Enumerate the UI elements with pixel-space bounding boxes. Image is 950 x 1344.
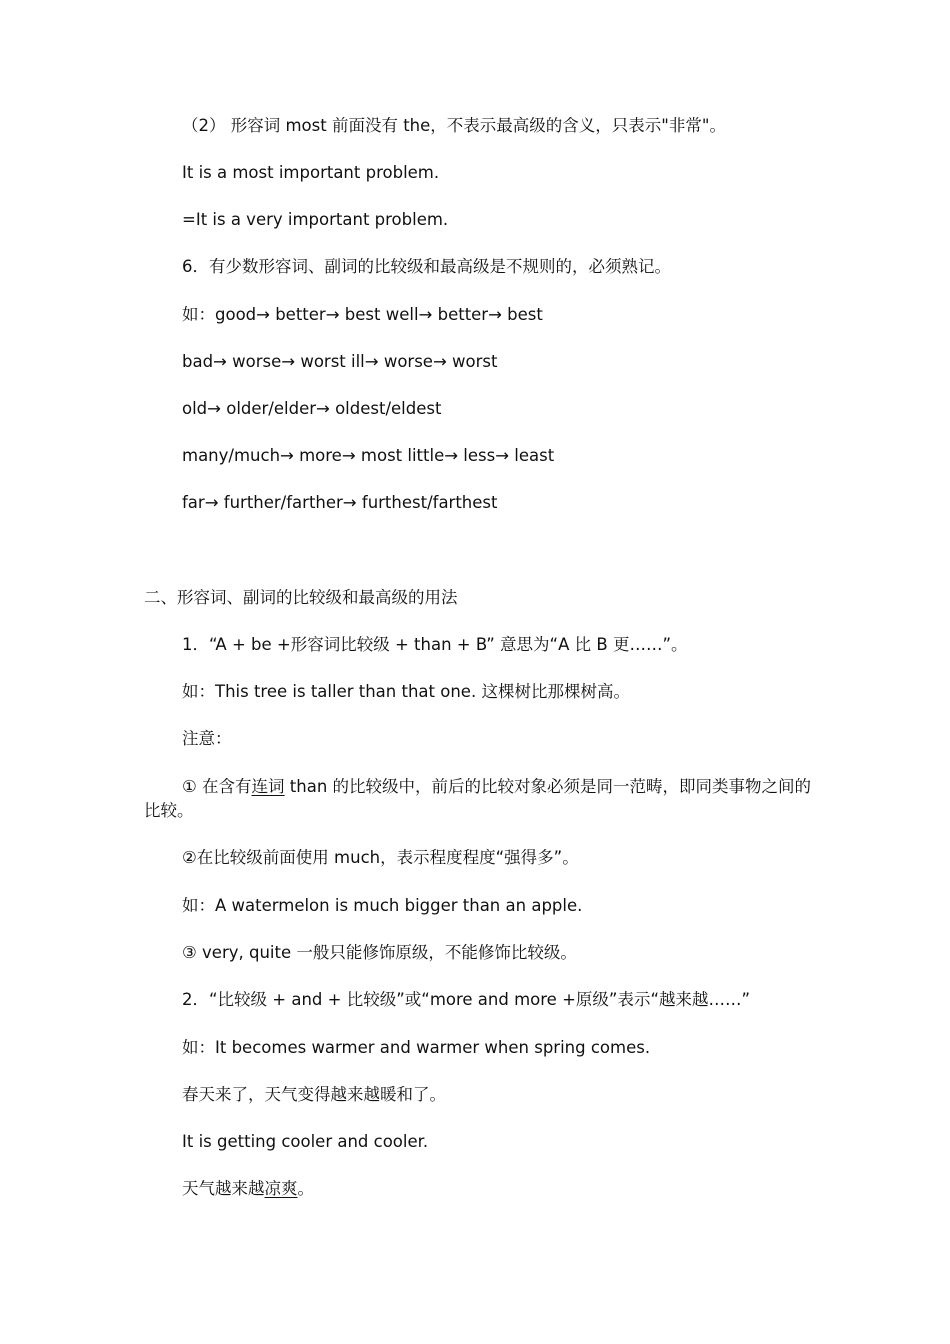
note-label: 注意： <box>182 729 232 748</box>
underlined-term-conjunction: 连词 <box>251 777 285 796</box>
rule-1-than: 1．“A + be +形容词比较级 + than + B” 意思为“A 比 B 更……”。 <box>182 635 688 654</box>
note-1-text-end: than 的比较级中，前后的比较对象必须是同一范畴，即同类事物之间的比较。 <box>144 777 812 820</box>
translation-cooler <box>182 1178 314 1200</box>
translation-cooler-start: 天气越来越 <box>182 1179 265 1198</box>
example-cooler: It is getting cooler and cooler. <box>182 1132 429 1151</box>
irregular-many-little: many/much→ more→ most little→ less→ least <box>182 446 555 465</box>
irregular-good-well: 如：good→ better→ best well→ better→ best <box>182 305 543 324</box>
translation-warmer: 春天来了，天气变得越来越暖和了。 <box>182 1085 446 1104</box>
irregular-far: far→ further/farther→ furthest/farthest <box>182 493 498 512</box>
rule-2-more-and-more: 2．“比较级 + and + 比较级”或“more and more +原级”表示“越来越……” <box>182 990 751 1009</box>
text-line-irregular-forms: 6．有少数形容词、副词的比较级和最高级是不规则的，必须熟记。 <box>182 257 671 276</box>
example-warmer: 如：It becomes warmer and warmer when spring comes. <box>182 1038 651 1057</box>
note-3-very-quite: ③ very, quite 一般只能修饰原级，不能修饰比较级。 <box>182 943 577 962</box>
note-1-same-category <box>144 775 814 823</box>
example-watermelon: 如：A watermelon is much bigger than an apple. <box>182 896 583 915</box>
section-heading-usage: 二、形容词、副词的比较级和最高级的用法 <box>144 588 458 607</box>
underlined-term-cool: 凉爽 <box>264 1179 298 1198</box>
irregular-old: old→ older/elder→ oldest/eldest <box>182 399 442 418</box>
example-tree-taller: 如：This tree is taller than that one. 这棵树比那棵树高。 <box>182 682 630 701</box>
note-2-much: ②在比较级前面使用 much，表示程度程度“强得多”。 <box>182 848 579 867</box>
translation-cooler-end: 。 <box>297 1179 314 1198</box>
text-line-most-without-the: （2） 形容词 most 前面没有 the，不表示最高级的含义，只表示"非常"。 <box>182 116 726 135</box>
example-sentence-most-important: It is a most important problem. <box>182 163 440 182</box>
example-sentence-very-important: =It is a very important problem. <box>182 210 449 229</box>
note-1-text-start: ① 在含有 <box>182 777 252 796</box>
irregular-bad-ill: bad→ worse→ worst ill→ worse→ worst <box>182 352 498 371</box>
